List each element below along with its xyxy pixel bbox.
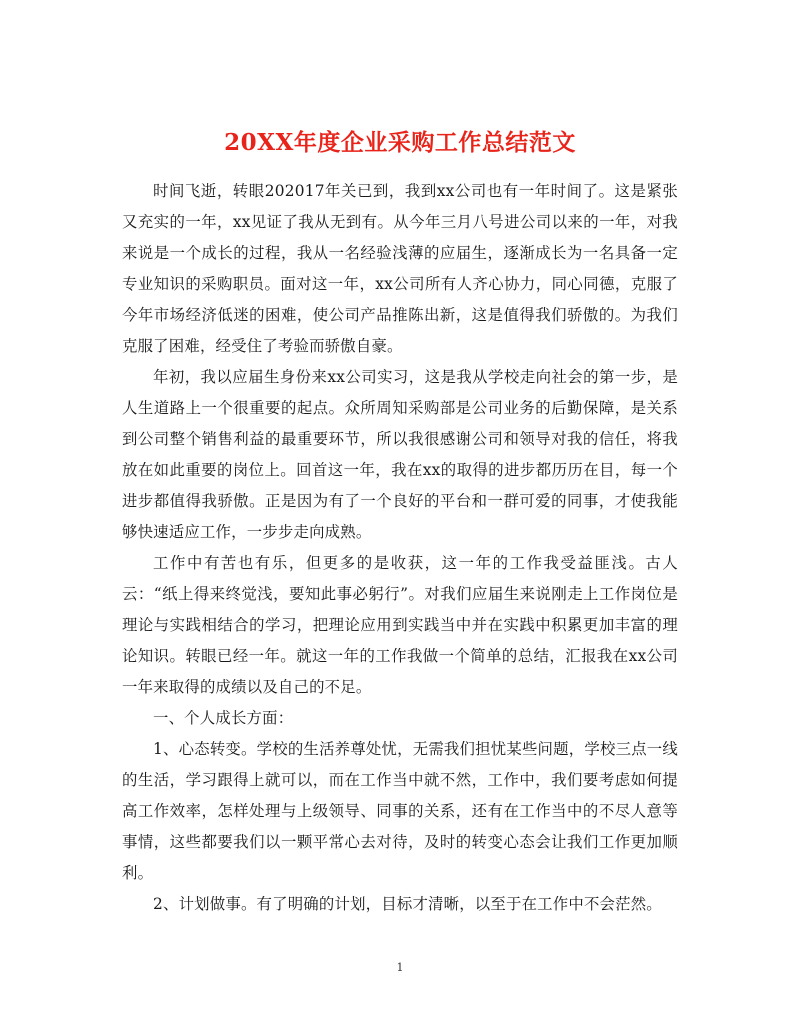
paragraph-planning: 2、计划做事。有了明确的计划，目标才清晰，以至于在工作中不会茫然。 — [153, 895, 662, 913]
paragraph-mindset-change: 1、心态转变。学校的生活养尊处忧，无需我们担忧某些问题，学校三点一线的生活，学习跟得上就可以，而在工作当中就不然，工作中，我们要考虑如何提高工作效率，怎样处理与上级领导、同事的关系，还有在工作当中的不尽人意等事情，这些都要我们以一颗平常心去对待，及时的转变心态会让我们工作更加顺利。 — [122, 740, 678, 882]
paragraph-intro: 时间飞逝，转眼202017年关已到，我到xx公司也有一年时间了。这是紧张又充实的一年，xx见证了我从无到有。从今年三月八号进公司以来的一年，对我来说是一个成长的过程，我从一名经验浅薄的应届生，逐渐成长为一名具备一定专业知识的采购职员。面对这一年，xx公司所有人齐心协力，同心同德，克服了今年市场经济低迷的困难，使公司产品推陈出新，这是值得我们骄傲的。为我们克服了困难，经受住了考验而骄傲自豪。 — [122, 182, 678, 355]
paragraph-beginning-of-year: 年初，我以应届生身份来xx公司实习，这是我从学校走向社会的第一步，是人生道路上一个很重要的起点。众所周知采购部是公司业务的后勤保障，是关系到公司整个销售利益的最重要环节，所以我很感谢公司和领导对我的信任，将我放在如此重要的岗位上。回首这一年，我在xx的取得的进步都历历在目，每一个进步都值得我骄傲。正是因为有了一个良好的平台和一群可爱的同事，才使我能够快速适应工作，一步步走向成熟。 — [122, 368, 678, 541]
section-heading-personal-growth: 一、个人成长方面： — [153, 709, 294, 727]
document-body — [122, 176, 678, 920]
page-number: 1 — [396, 961, 404, 974]
paragraph-gains: 工作中有苦也有乐，但更多的是收获，这一年的工作我受益匪浅。古人云：“纸上得来终觉浅，要知此事必躬行”。对我们应届生来说刚走上工作岗位是理论与实践相结合的学习，把理论应用到实践当中并在实践中积累更加丰富的理论知识。转眼已经一年。就这一年的工作我做一个简单的总结，汇报我在xx公司一年来取得的成绩以及自己的不足。 — [122, 554, 678, 696]
document-title: 20XX年度企业采购工作总结范文 — [224, 129, 576, 157]
